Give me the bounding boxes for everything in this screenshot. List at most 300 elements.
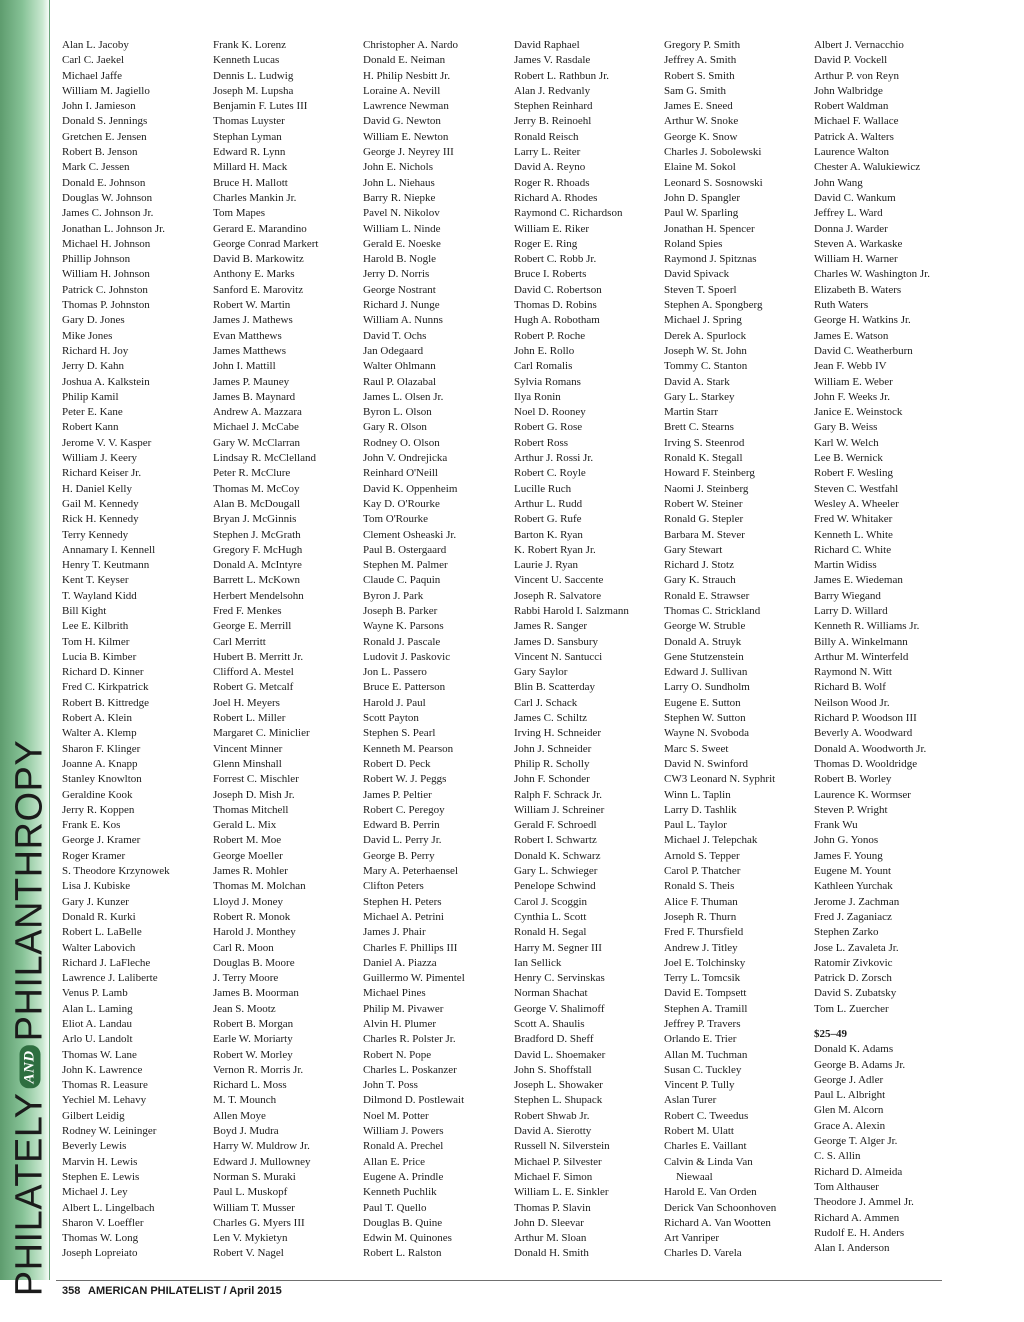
donor-name: James C. Johnson Jr. (62, 207, 154, 220)
donor-name: Clement Osheaski Jr. (363, 528, 457, 541)
donation-tier-heading: $25–49 (814, 1028, 847, 1040)
donor-name: Jon L. Passero (363, 666, 427, 679)
donor-name: Robert M. Ulatt (664, 1125, 734, 1138)
donor-name: Robert W. Morley (213, 1048, 293, 1061)
donor-name: Benjamin F. Lutes III (213, 100, 308, 113)
donor-name: Irving H. Schneider (514, 727, 602, 740)
donor-name: Robert P. Roche (514, 329, 586, 342)
donor-name: John T. Poss (363, 1079, 418, 1092)
donor-name: George Moeller (213, 849, 283, 862)
donor-name: Ronald E. Strawser (664, 589, 750, 602)
donor-name: Herbert Mendelsohn (213, 589, 304, 602)
donor-name: Raymond J. Spitznas (664, 253, 757, 266)
donor-name: Winn L. Taplin (664, 788, 731, 801)
donor-name: Glenn Minshall (213, 757, 282, 770)
donor-name: Rodney W. Leininger (62, 1125, 157, 1138)
donor-name: Larry O. Sundholm (664, 681, 750, 694)
donor-name: Robert Kann (62, 421, 119, 434)
donor-name: Barbara M. Stever (664, 528, 745, 541)
donor-name: James E. Sneed (664, 100, 733, 113)
page-footer (62, 1285, 282, 1297)
donor-name: Charles F. Phillips III (363, 941, 458, 954)
donor-name: Mike Jones (62, 329, 113, 342)
donor-name: Jonathan H. Spencer (664, 222, 755, 235)
donor-name: Gary R. Olson (363, 421, 427, 434)
donor-name: Kenneth Lucas (213, 54, 280, 67)
donor-name: Michael Jaffe (62, 69, 122, 82)
donor-name: Beverly A. Woodward (814, 727, 913, 740)
donor-name: Thomas P. Johnston (62, 299, 150, 312)
donor-name: Lindsay R. McClelland (213, 452, 316, 465)
donor-name: John F. Schonder (514, 773, 590, 786)
donor-name: Philip M. Pivawer (363, 1002, 444, 1015)
donor-name: Clifton Peters (363, 880, 424, 893)
donor-name: John V. Ondrejicka (363, 452, 448, 465)
donor-name: Stephen H. Peters (363, 895, 442, 908)
donor-name: Charles Mankin Jr. (213, 191, 297, 204)
donor-name: Robert A. Klein (62, 712, 132, 725)
donor-name: John F. Weeks Jr. (814, 390, 890, 403)
donor-name: David A. Reyno (514, 161, 586, 174)
donor-name: Thomas D. Robins (514, 299, 597, 312)
donor-name: Kenneth Puchlik (363, 1186, 437, 1199)
page-number: 358 (62, 1285, 81, 1297)
donor-name: Earle W. Moriarty (213, 1033, 293, 1046)
donor-name: Lawrence J. Laliberte (62, 972, 158, 985)
donor-name: Lucia B. Kimber (62, 650, 137, 663)
donor-name: Tom Althauser (814, 1180, 879, 1193)
donor-name: Kenneth L. White (814, 528, 893, 541)
donor-name: Calvin & Linda Van (664, 1155, 753, 1168)
donor-name: Gail M. Kennedy (62, 497, 139, 510)
donor-name: Allan E. Price (363, 1155, 426, 1168)
donor-name: Henry C. Servinskas (514, 972, 605, 985)
donor-name: Jeffrey P. Travers (664, 1018, 741, 1030)
donor-name: Kent T. Keyser (62, 574, 129, 587)
donor-name: George Conrad Markert (213, 237, 319, 250)
donor-name: Kathleen Yurchak (814, 880, 893, 893)
donor-name: James Matthews (213, 344, 287, 357)
donor-name: Derek A. Spurlock (664, 329, 747, 342)
donor-name: John G. Yonos (814, 834, 879, 847)
donor-name: Hugh A. Robotham (514, 314, 600, 327)
donor-name: Mary A. Peterhaensel (363, 865, 458, 878)
donor-name: George J. Adler (814, 1073, 884, 1086)
donor-name: David E. Tompsett (664, 987, 747, 1000)
donor-name: Donald E. Johnson (62, 176, 146, 189)
donor-name: Harry M. Segner III (514, 941, 602, 954)
donor-name: Robert Shwab Jr. (514, 1109, 590, 1122)
donor-name: Barton K. Ryan (514, 528, 583, 541)
donor-name: James V. Rasdale (514, 54, 591, 67)
donor-name: Alan J. Redvanly (514, 84, 591, 97)
donor-name: Edward B. Perrin (363, 819, 440, 832)
donor-name: Naomi J. Steinberg (664, 482, 749, 495)
donor-column-2 (213, 38, 318, 1262)
donor-name: Norman Shachat (514, 987, 588, 1000)
donor-name: Gary D. Jones (62, 314, 125, 327)
donor-name: John I. Jamieson (62, 100, 136, 113)
donor-name: Robert W. J. Peggs (363, 773, 447, 786)
donor-name: James L. Olsen Jr. (363, 390, 444, 403)
donor-name: Howard F. Steinberg (664, 467, 755, 480)
donor-name: Vincent U. Saccente (514, 574, 604, 587)
donor-name: Robert I. Schwartz (514, 834, 597, 847)
donor-name: Edward R. Lynn (213, 146, 286, 159)
donor-name: Geraldine Kook (62, 788, 133, 801)
donor-name: Charles W. Washington Jr. (814, 268, 930, 281)
donor-name: Fred F. Menkes (213, 604, 282, 617)
donor-name: Alan I. Anderson (814, 1242, 890, 1255)
donor-name: Henry T. Keutmann (62, 559, 150, 572)
donor-name: Alan L. Jacoby (62, 39, 129, 51)
donor-name: Thomas M. McCoy (213, 482, 300, 495)
donor-name: Alan L. Laming (62, 1002, 133, 1015)
donor-name: Paul L. Muskopf (213, 1186, 288, 1199)
donor-name: Guillermo W. Pimentel (363, 972, 465, 985)
donor-name: Tom O'Rourke (363, 513, 429, 526)
donor-name: Vernon R. Morris Jr. (213, 1063, 304, 1076)
donor-name: Orlando E. Trier (664, 1033, 737, 1046)
donor-name: Art Vanriper (664, 1232, 720, 1245)
donor-name: Rudolf E. H. Anders (814, 1226, 905, 1239)
donor-name: Robert F. Wesling (814, 467, 894, 480)
donor-name: Barry R. Niepke (363, 191, 436, 204)
donor-name: Joseph Lopreiato (62, 1247, 138, 1260)
donor-name: Jerry D. Norris (363, 268, 430, 281)
donor-name: Albert L. Lingelbach (62, 1201, 155, 1214)
donor-name: Bryan J. McGinnis (213, 513, 297, 526)
donor-name: Elizabeth B. Waters (814, 283, 902, 296)
donor-name: David A. Stark (664, 375, 730, 388)
donor-name: David L. Perry Jr. (363, 834, 442, 847)
donor-name: Robert M. Moe (213, 834, 282, 847)
donor-name: Arlo U. Landolt (62, 1033, 133, 1046)
footer-rule (56, 1280, 942, 1281)
donor-name: Robert L. Rathbun Jr. (514, 69, 610, 82)
donor-name: John Wang (814, 176, 863, 189)
donor-name: Yechiel M. Lehavy (62, 1094, 147, 1107)
donor-name: Wayne N. Svoboda (664, 727, 749, 740)
donor-name: Stephen A. Tramill (664, 1002, 748, 1015)
donor-name: James B. Moorman (213, 987, 299, 1000)
donor-name: Robert B. Jenson (62, 146, 138, 159)
donor-name: William E. Newton (363, 130, 449, 143)
donor-name: John J. Schneider (514, 742, 592, 755)
donor-name: Edward J. Mullowney (213, 1155, 311, 1168)
donor-name: Rick H. Kennedy (62, 513, 139, 526)
donor-name: John E. Rollo (514, 344, 575, 357)
donor-name: Raymond C. Richardson (514, 207, 623, 220)
donor-name: Michael F. Simon (514, 1170, 593, 1183)
donor-name: Charles R. Polster Jr. (363, 1033, 456, 1046)
donor-name: Alvin H. Plumer (363, 1018, 437, 1030)
donor-name: David Raphael (514, 39, 580, 51)
donor-name: K. Robert Ryan Jr. (514, 543, 596, 556)
donor-name: Richard H. Joy (62, 344, 129, 357)
donor-name: Gerald F. Schroedl (514, 819, 597, 832)
donor-name: Noel M. Potter (363, 1109, 429, 1122)
donor-name: Donald K. Adams (814, 1043, 894, 1056)
donor-name: Ralph F. Schrack Jr. (514, 788, 603, 801)
donor-name: Anthony E. Marks (213, 268, 295, 281)
donor-name: Clifford A. Mestel (213, 666, 294, 679)
donor-name: Richard P. Woodson III (814, 712, 917, 725)
donor-name: Martin Starr (664, 406, 719, 419)
donor-name: C. S. Allin (814, 1150, 861, 1163)
donor-name: Stephen J. McGrath (213, 528, 301, 541)
donor-name: Peter R. McClure (213, 467, 291, 480)
donor-name: Stanley Knowlton (62, 773, 142, 786)
donor-name: Paul W. Sparling (664, 207, 739, 220)
donor-name: James P. Mauney (213, 375, 290, 388)
donor-name: Len V. Mykietyn (213, 1232, 288, 1245)
donor-name: Stephen Reinhard (514, 100, 593, 113)
donor-name: Joseph B. Parker (363, 604, 438, 617)
donor-name: Donald E. Neiman (363, 54, 446, 67)
donor-name: David L. Shoemaker (514, 1048, 606, 1061)
donor-name: Michael J. Spring (664, 314, 742, 327)
donor-name: Noel D. Rooney (514, 406, 586, 419)
donor-name: Mark C. Jessen (62, 161, 130, 174)
donor-name: David T. Ochs (363, 329, 427, 342)
donor-name: Joshua A. Kalkstein (62, 375, 150, 388)
donor-name: William A. Nunns (363, 314, 443, 327)
donor-name: Susan C. Tuckley (664, 1063, 742, 1076)
donor-name: Glen M. Alcorn (814, 1104, 884, 1117)
donor-name: Joseph D. Mish Jr. (213, 788, 295, 801)
donor-name: George B. Adams Jr. (814, 1058, 906, 1071)
donor-name: Eugene A. Prindle (363, 1170, 444, 1183)
donor-name: Frank E. Kos (62, 819, 121, 832)
donor-name: Tommy C. Stanton (664, 360, 748, 373)
donor-name: William J. Schreiner (514, 803, 605, 816)
donor-name: Lee B. Wernick (814, 452, 883, 465)
donor-name: Robert D. Peck (363, 757, 431, 770)
donor-name: Gerard E. Marandino (213, 222, 307, 235)
donor-name: Neilson Wood Jr. (814, 696, 890, 709)
donor-name: George B. Perry (363, 849, 435, 862)
donor-name: Vincent N. Santucci (514, 650, 603, 663)
donor-name: Thomas Mitchell (213, 803, 289, 816)
donor-name: Gary B. Weiss (814, 421, 878, 434)
donor-name: Jonathan L. Johnson Jr. (62, 222, 165, 235)
donor-name: Robert B. Morgan (213, 1018, 294, 1030)
donor-name: Harold E. Van Orden (664, 1186, 757, 1199)
donor-name: David K. Oppenheim (363, 482, 458, 495)
donor-name: Frank Wu (814, 819, 858, 832)
donor-name: Larry D. Willard (814, 604, 888, 617)
donor-name: Andrew A. Mazzara (213, 406, 302, 419)
donor-column-4 (514, 38, 629, 1262)
donor-name: Bradford D. Sheff (514, 1033, 594, 1046)
donor-name: David Spivack (664, 268, 730, 281)
donor-name: Arthur J. Rossi Jr. (514, 452, 594, 465)
donor-name: Ronald J. Pascale (363, 635, 441, 648)
donor-name: Michael F. Wallace (814, 115, 899, 128)
donor-name: Arthur M. Sloan (514, 1232, 587, 1245)
donor-name: John K. Lawrence (62, 1063, 143, 1076)
donor-name: John Walbridge (814, 84, 883, 97)
donor-column-3 (363, 38, 465, 1262)
donor-name: Russell N. Silverstein (514, 1140, 610, 1153)
donor-name: James C. Schiltz (514, 712, 588, 725)
donor-name: T. Wayland Kidd (62, 589, 137, 602)
donor-name: Norman S. Muraki (213, 1170, 296, 1183)
donor-name: Eugene E. Sutton (664, 696, 741, 709)
donor-name: Fred W. Whitaker (814, 513, 893, 526)
donor-name: Donald K. Schwarz (514, 849, 601, 862)
donor-name: Blin B. Scatterday (514, 681, 595, 694)
donor-name: Ronald A. Prechel (363, 1140, 444, 1153)
donor-name: Charles D. Varela (664, 1247, 742, 1260)
donor-name: George Nostrant (363, 283, 436, 296)
donor-name: Margaret C. Miniclier (213, 727, 310, 740)
donor-name: William E. Weber (814, 375, 893, 388)
donor-name: Beverly Lewis (62, 1140, 127, 1153)
donor-name: Larry L. Reiter (514, 146, 581, 159)
donor-name: William E. Riker (514, 222, 590, 235)
donor-name: Gilbert Leidig (62, 1109, 125, 1122)
donor-name: Paul T. Quello (363, 1201, 427, 1214)
donor-name: Donald A. Woodworth Jr. (814, 742, 927, 755)
donor-name: Robert L. Miller (213, 712, 286, 725)
donor-name: Cynthia L. Scott (514, 910, 587, 923)
donor-name: Wesley A. Wheeler (814, 497, 899, 510)
donor-name: Brett C. Stearns (664, 421, 734, 434)
donor-name: David N. Swinford (664, 757, 749, 770)
donor-name: Robert S. Smith (664, 69, 735, 82)
donor-name: Robert Ross (514, 436, 569, 449)
donor-name: Robert G. Metcalf (213, 681, 294, 694)
donor-name: Thomas D. Wooldridge (814, 757, 918, 770)
donor-name: Joseph L. Showaker (514, 1079, 603, 1092)
donor-name: Bruce E. Patterson (363, 681, 446, 694)
donor-name: Tom L. Zuercher (814, 1002, 889, 1015)
donor-name: David B. Markowitz (213, 253, 304, 266)
donor-name: James J. Mathews (213, 314, 293, 327)
donor-name: Jose L. Zavaleta Jr. (814, 941, 899, 954)
donor-name: James B. Maynard (213, 390, 296, 403)
donor-name: Richard C. White (814, 543, 892, 556)
donor-name: Tom H. Kilmer (62, 635, 130, 648)
donor-name: Barrett L. McKown (213, 574, 301, 587)
donor-name: Terry L. Tomcsik (664, 972, 741, 985)
donor-name: Michael Pines (363, 987, 426, 1000)
donor-name: George V. Shalimoff (514, 1002, 605, 1015)
donor-name: Fred F. Thursfield (664, 926, 744, 939)
donor-name: Karl W. Welch (814, 436, 879, 449)
donor-name: Kenneth M. Pearson (363, 742, 454, 755)
donor-name: Robert L. Ralston (363, 1247, 442, 1260)
donor-name: James F. Young (814, 849, 883, 862)
donor-name: Gary L. Schwieger (514, 865, 598, 878)
donor-name: Loraine A. Nevill (363, 84, 441, 97)
donor-name: Stephen L. Shupack (514, 1094, 603, 1107)
donor-name: Sanford E. Marovitz (213, 283, 304, 296)
donor-name: William L. Ninde (363, 222, 441, 235)
donor-name: Arthur L. Rudd (514, 497, 583, 510)
donor-name: Gary L. Starkey (664, 390, 735, 403)
donor-name: Joseph M. Lupsha (213, 84, 294, 97)
donor-name: John D. Sleevar (514, 1216, 584, 1229)
donor-name: Bruce H. Mallott (213, 176, 288, 189)
donor-name: Kay D. O'Rourke (363, 497, 440, 510)
donor-name: Lloyd J. Money (213, 895, 283, 908)
donor-name: Carl Romalis (514, 360, 573, 373)
donor-name: Raymond N. Witt (814, 666, 892, 679)
donor-name: Grace A. Alexin (814, 1119, 886, 1132)
donor-name: Jean S. Mootz (213, 1002, 276, 1015)
donor-name: Gary W. McClarran (213, 436, 301, 449)
donor-name: George E. Merrill (213, 620, 292, 633)
donor-name: Byron J. Park (363, 589, 424, 602)
donor-name: Michael J. Telepchak (664, 834, 758, 847)
donor-name: Pavel N. Nikolov (363, 207, 440, 220)
donor-name: Christopher A. Nardo (363, 39, 459, 51)
donor-name: Venus P. Lamb (62, 987, 128, 1000)
donor-name: Rabbi Harold I. Salzmann (514, 604, 629, 617)
donor-name: John L. Niehaus (363, 176, 435, 189)
donor-name: John S. Shoffstall (514, 1063, 592, 1076)
donor-name: Jeffrey L. Ward (814, 207, 883, 220)
donor-name: Michael H. Johnson (62, 237, 151, 250)
donor-name: Dennis L. Ludwig (213, 69, 294, 82)
donor-name: Robert C. Peregoy (363, 803, 445, 816)
donor-name: J. Terry Moore (213, 972, 279, 985)
donor-name: Daniel A. Piazza (363, 956, 437, 969)
donor-name: Leonard S. Sosnowski (664, 176, 763, 189)
donor-name: John I. Mattill (213, 360, 276, 373)
donor-name: Ratomir Zivkovic (814, 956, 893, 969)
donor-name: Robert C. Royle (514, 467, 586, 480)
donor-name: Frank K. Lorenz (213, 39, 287, 51)
donor-name: Michael J. Ley (62, 1186, 128, 1199)
donor-name: Stephen S. Pearl (363, 727, 436, 740)
donor-name: Richard A. Van Wootten (664, 1216, 771, 1229)
donor-name: Eugene M. Yount (814, 865, 892, 878)
donor-name: Vincent P. Tully (664, 1079, 735, 1092)
donor-name: John D. Spangler (664, 191, 741, 204)
donor-name: William J. Powers (363, 1125, 444, 1138)
donor-name: Richard J. LaFleche (62, 956, 151, 969)
donor-name: Richard B. Wolf (814, 681, 886, 694)
donor-name: Thomas P. Slavin (514, 1201, 591, 1214)
donor-name: Bill Kight (62, 604, 107, 617)
donor-name: William H. Warner (814, 253, 898, 266)
donor-name: Steven P. Wright (814, 803, 888, 816)
donor-name: Lawrence Newman (363, 100, 449, 113)
donor-name: Harold B. Nogle (363, 253, 437, 266)
donor-name: Penelope Schwind (514, 880, 596, 893)
donor-name: Arthur M. Winterfeld (814, 650, 909, 663)
donor-name: Carl Merritt (213, 635, 266, 648)
donor-name: Charles J. Sobolewski (664, 146, 762, 159)
donor-name: Eliot A. Landau (62, 1018, 132, 1030)
donor-name: Martin Widiss (814, 559, 877, 572)
donor-name: Joseph R. Salvatore (514, 589, 602, 602)
donor-name: Gary Stewart (664, 543, 723, 556)
donor-name: Patrick D. Zorsch (814, 972, 892, 985)
donor-name: Laurence Walton (814, 146, 889, 159)
donor-name: Walter Labovich (62, 941, 136, 954)
donor-name: Marc S. Sweet (664, 742, 729, 755)
donor-name: Douglas B. Quine (363, 1216, 443, 1229)
donor-name: David C. Robertson (514, 283, 602, 296)
donor-name: Byron L. Olson (363, 406, 432, 419)
donor-name: Ian Sellick (514, 956, 562, 969)
donor-name: Elaine M. Sokol (664, 161, 736, 174)
